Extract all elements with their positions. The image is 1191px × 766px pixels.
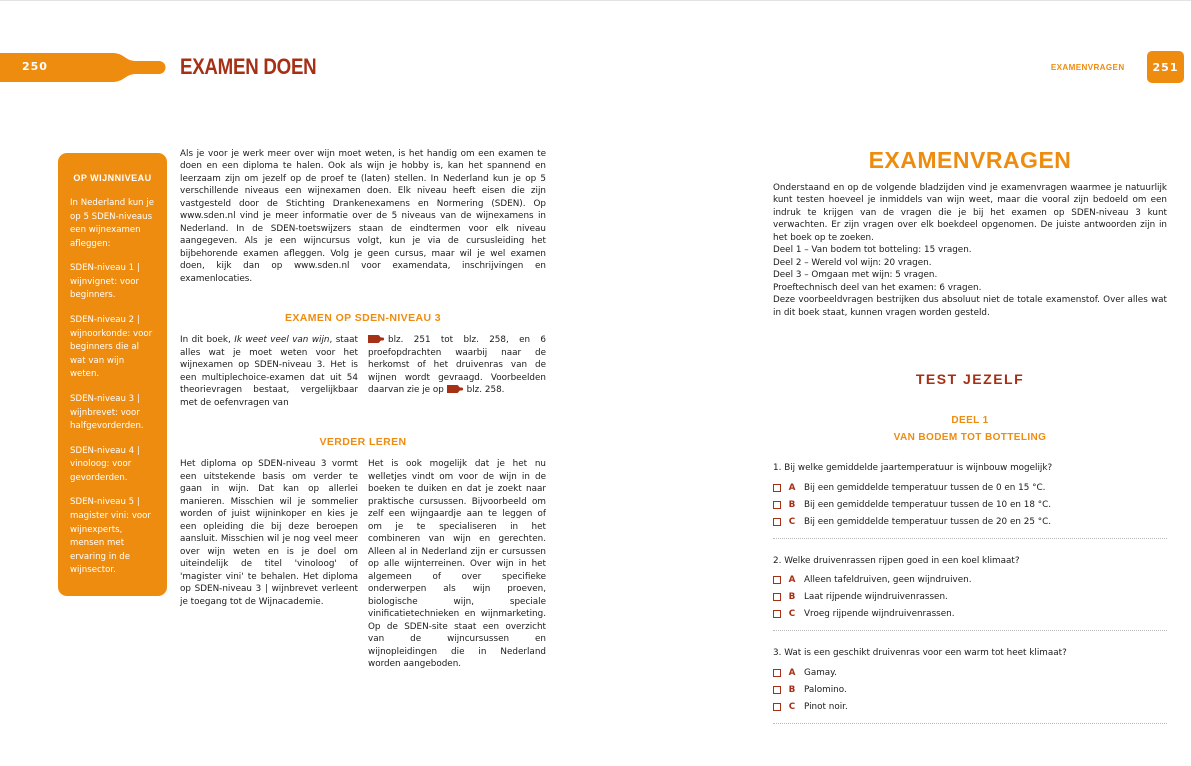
- right-page-content: [773, 147, 1167, 737]
- examenvragen-intro: Onderstaand en op de volgende bladzijden vind je examenvragen waarmee je natuurlijk kunt testen hoeveel je inmiddels van wijn weet, maar die vooral zijn bedoeld om een indruk te krijgen van de vragen die je bij het examen op SDEN-niveau 3 kunt verwachten. Er zijn vragen over elk boekdeel opgenomen. De juiste antwoorden zijn in het boek op te zoeken.: [773, 183, 1167, 243]
- section1-col1: [180, 334, 358, 409]
- right-header-label: EXAMENVRAGEN: [1051, 62, 1125, 72]
- dotted-separator: [773, 538, 1167, 539]
- book-title-italic: Ik weet veel van wijn: [234, 335, 330, 346]
- wine-bottle-icon: [447, 385, 464, 393]
- option-text: Bij een gemiddelde temperatuur tussen de 20 en 25 °C.: [804, 516, 1052, 527]
- sidebar-intro: In Nederland kun je op 5 SDEN-niveaus een wijnexamen afleggen:: [70, 198, 155, 249]
- question-body: Bij welke gemiddelde jaartemperatuur is wijnbouw mogelijk?: [784, 463, 1053, 474]
- option-letter: C: [788, 609, 796, 620]
- deel-title: VAN BODEM TOT BOTTELING: [893, 431, 1047, 443]
- option-letter: C: [788, 516, 796, 527]
- option-row-3a[interactable]: [773, 668, 1167, 678]
- left-page-title: EXAMEN DOEN: [180, 54, 317, 79]
- examenvragen-outro: Deze voorbeeldvragen bestrijken dus absoluut niet de totale examenstof. Over alles wat in dit boek staat, kunnen vragen worden gesteld.: [773, 295, 1167, 318]
- sidebar-item-sden2: SDEN-niveau 2 | wijnoorkonde: voor beginners die al wat van wijn weten.: [70, 315, 153, 380]
- sidebar-item-sden5: SDEN-niveau 5 | magister vini: voor wijnexperts, mensen met ervaring in de wijnsector.: [70, 497, 151, 576]
- question-text: [773, 555, 1167, 567]
- left-page-content: [180, 148, 546, 670]
- option-row-2b[interactable]: [773, 592, 1167, 602]
- section-heading-examen-sden3: EXAMEN OP SDEN-NIVEAU 3: [284, 312, 442, 325]
- answer-checkbox[interactable]: [773, 593, 781, 601]
- option-row-1b[interactable]: [773, 500, 1167, 510]
- question-3: [773, 647, 1167, 711]
- question-2: [773, 555, 1167, 619]
- section2-columns: [180, 458, 546, 670]
- answer-checkbox[interactable]: [773, 501, 781, 509]
- exam-part-line: Deel 2 – Wereld vol wijn: 20 vragen.: [773, 257, 932, 268]
- sidebar-wijnniveau: [58, 153, 167, 596]
- option-text: Laat rijpende wijndruivenrassen.: [804, 592, 948, 603]
- option-letter: B: [788, 592, 796, 603]
- wine-bottle-icon: [368, 335, 385, 343]
- option-letter: A: [788, 575, 796, 586]
- question-number: 1.: [773, 463, 782, 474]
- exam-part-line: Proeftechnisch deel van het examen: 6 vragen.: [773, 282, 982, 293]
- exam-part-line: Deel 3 – Omgaan met wijn: 5 vragen.: [773, 270, 938, 281]
- option-letter: C: [788, 701, 796, 712]
- answer-checkbox[interactable]: [773, 669, 781, 677]
- section1-col2: [368, 334, 546, 396]
- right-page-number-box: [1147, 51, 1184, 83]
- answer-checkbox[interactable]: [773, 518, 781, 526]
- question-body: Welke druivenrassen rijpen goed in een koel klimaat?: [784, 555, 1020, 566]
- option-letter: B: [788, 684, 796, 695]
- question-number: 3.: [773, 648, 782, 659]
- intro-paragraph: Als je voor je werk meer over wijn moet weten, is het handig om een examen te doen en een diploma te halen. Ook als wijn je hobby is, kan het spannend en leerzaam zijn om jezelf op de proef te (laten) stellen. In Nederland kun je op 5 verschillende niveaus een wijnexamen doen. Elk niveau heeft eisen die zijn vastgesteld door de Stichting Drankenexamens en Normering (SDEN). Op www.sden.nl vind je meer informatie over de 5 niveaus van de wijnexamens in Nederland. In de SDEN-toetswijzers staan de eindtermen voor elk niveau aangegeven. Als je een wijncursus volgt, kun je via de cursusleiding het bijbehorende examen afleggen. Volg je geen cursus, maar wil je wel examen doen, kijk dan op www.sden.nl voor examendata, inschrijvingen en examenlocaties.: [180, 149, 546, 284]
- answer-checkbox[interactable]: [773, 703, 781, 711]
- answer-checkbox[interactable]: [773, 610, 781, 618]
- option-text: Bij een gemiddelde temperatuur tussen de 10 en 18 °C.: [804, 499, 1052, 510]
- sidebar-item-sden4: SDEN-niveau 4 | vinoloog: voor gevorderden.: [70, 445, 140, 483]
- text-run: , staat alles wat je moet weten voor het wijnexamen op SDEN-niveau 3. Het is een multiplechoice-examen dat uit 54 theorievragen bestaat, vergelijkbaar met de oefenvragen van: [180, 335, 358, 408]
- question-text: [773, 462, 1167, 474]
- option-text: Pinot noir.: [804, 701, 848, 712]
- dotted-separator: [773, 630, 1167, 631]
- exam-part-line: Deel 1 – Van bodem tot botteling: 15 vragen.: [773, 245, 972, 256]
- option-letter: A: [788, 482, 796, 493]
- dotted-separator: [773, 723, 1167, 724]
- option-text: Bij een gemiddelde temperatuur tussen de 0 en 15 °C.: [804, 482, 1046, 493]
- option-row-2c[interactable]: [773, 609, 1167, 619]
- test-jezelf-heading: TEST JEZELF: [915, 371, 1025, 388]
- option-row-2a[interactable]: [773, 575, 1167, 585]
- question-text: [773, 647, 1167, 659]
- question-number: 2.: [773, 555, 782, 566]
- option-row-3c[interactable]: [773, 702, 1167, 712]
- option-row-1a[interactable]: [773, 483, 1167, 493]
- option-letter: A: [788, 667, 796, 678]
- answer-checkbox[interactable]: [773, 484, 781, 492]
- right-page-number: 251: [1152, 60, 1179, 74]
- wine-bottle-band: [0, 53, 172, 82]
- option-row-1c[interactable]: [773, 517, 1167, 527]
- option-row-3b[interactable]: [773, 685, 1167, 695]
- option-text: Vroeg rijpende wijndruivenrassen.: [804, 609, 955, 620]
- question-1: [773, 462, 1167, 526]
- section2-col1: Het diploma op SDEN-niveau 3 vormt een uitstekende basis om verder te gaan in wijn. Dat kan op allerlei manieren. Misschien wil je sommelier worden of juist wijninkoper en kies je een opleiding die bij deze beroepen aansluit. Misschien wil je nog veel meer over wijn weten en is je doel om uiteindelijk de titel 'vinoloog' of 'magister vini' te behalen. Het diploma op SDEN-niveau 3 | wijnbrevet verleent je toegang tot de Wijnacademie.: [180, 459, 358, 607]
- left-page-number: 250: [22, 60, 48, 73]
- option-letter: B: [788, 499, 796, 510]
- text-run: blz. 251 tot blz. 258, en 6 proefopdrachten waarbij naar de herkomst of het druivenras van de wijnen wordt gevraagd. Voorbeelden daarvan zie je op: [368, 335, 546, 396]
- sidebar-title: OP WIJNNIVEAU: [73, 173, 152, 183]
- option-text: Alleen tafeldruiven, geen wijndruiven.: [804, 575, 972, 586]
- sidebar-item-sden3: SDEN-niveau 3 | wijnbrevet: voor halfgevorderden.: [70, 393, 144, 432]
- answer-checkbox[interactable]: [773, 576, 781, 584]
- text-run: In dit boek,: [180, 335, 235, 346]
- option-text: Palomino.: [804, 684, 847, 695]
- answer-checkbox[interactable]: [773, 686, 781, 694]
- deel-label: DEEL 1: [951, 415, 989, 427]
- section1-columns: [180, 334, 546, 409]
- option-text: Gamay.: [804, 667, 837, 678]
- deel-heading: [773, 413, 1167, 446]
- section2-col2: Het is ook mogelijk dat je het nu welletjes vindt om voor de wijn in de boeken te duiken en dat je zoekt naar praktische cursussen. Bijvoorbeeld om zelf een wijngaardje aan te leggen of om je te specialiseren in het combineren van wijn en gerechten. Alleen al in Nederland zijn er cursussen op alle wijnterreinen. Over wijn in het algemeen of over specifieke onderwerpen als wijn proeven, biologische wijn, speciale vinificatietechnieken en wijnmarketing. Op de SDEN-site staat een overzicht van de wijncursussen en wijnopleidingen die in Nederland worden aangeboden.: [368, 459, 546, 669]
- section-heading-verder-leren: VERDER LEREN: [319, 436, 407, 449]
- sidebar-item-sden1: SDEN-niveau 1 | wijnvignet: voor beginners.: [70, 263, 140, 301]
- question-body: Wat is een geschikt druivenras voor een warm tot heet klimaat?: [784, 648, 1067, 659]
- text-run: blz. 258.: [466, 385, 505, 396]
- page-title-examenvragen: EXAMENVRAGEN: [868, 147, 1072, 173]
